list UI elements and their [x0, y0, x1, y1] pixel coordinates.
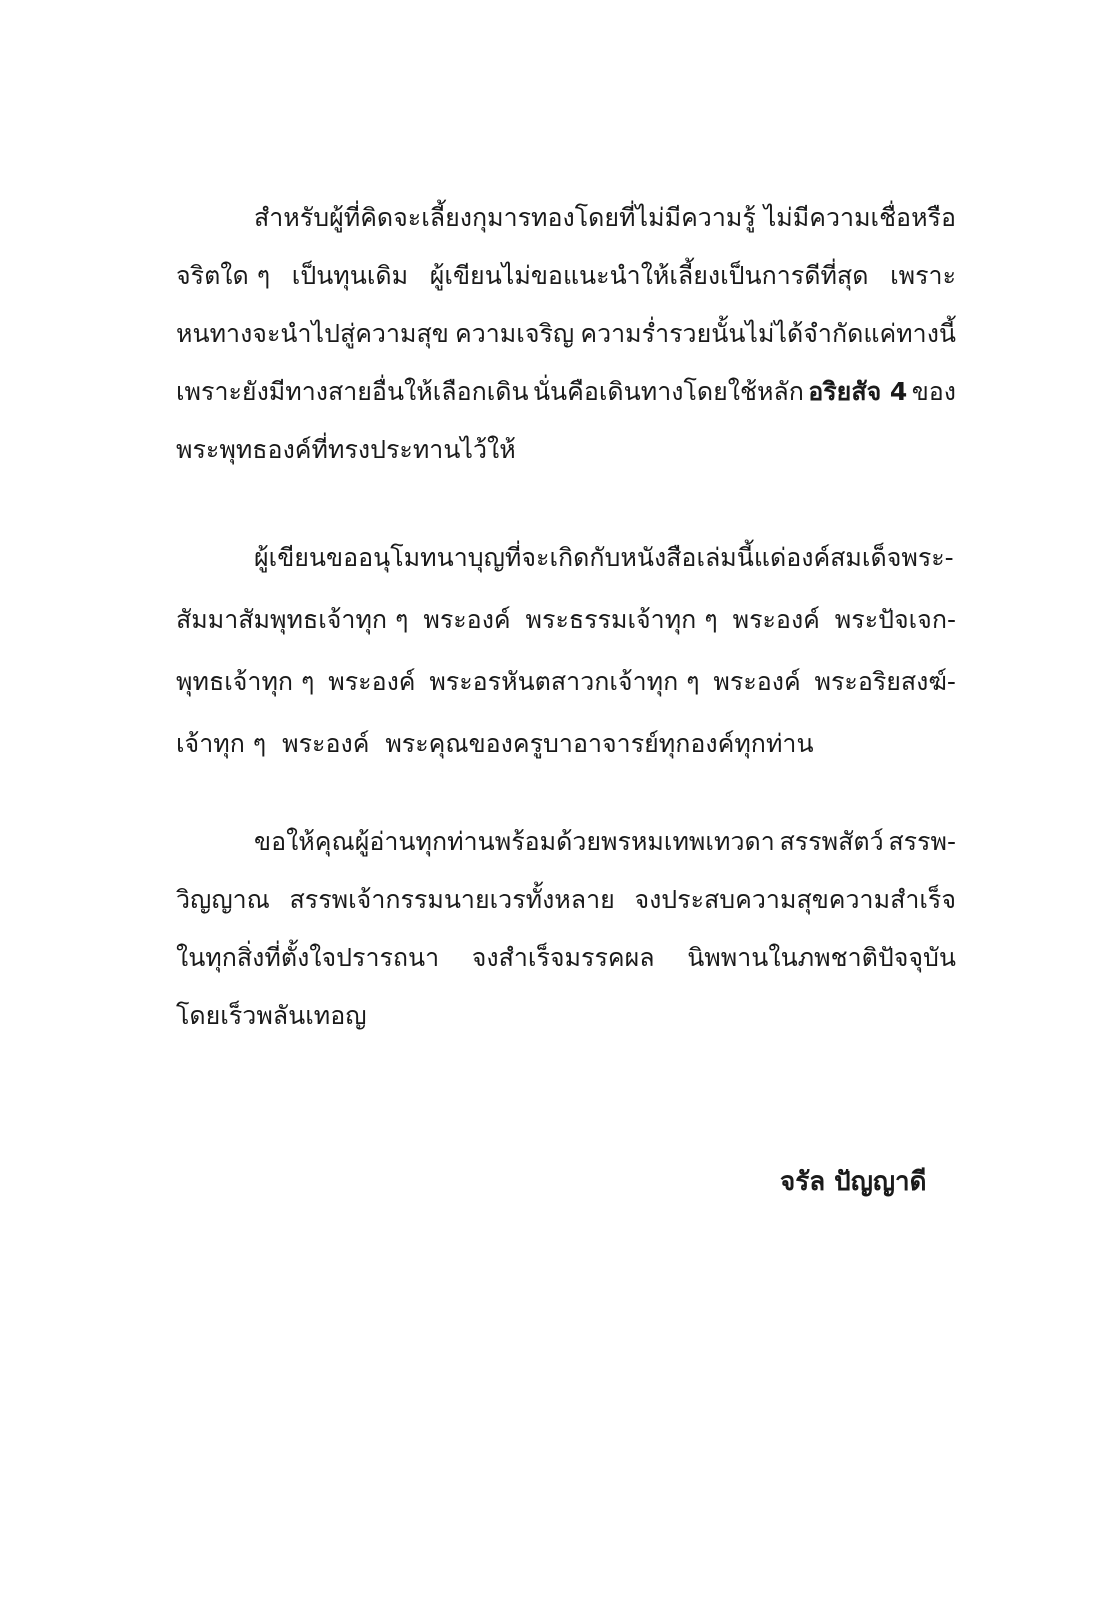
text-segment: ผู้เขียนขออนุโมทนาบุญที่จะเกิดกับหนังสือเล่มนี้แด่องค์สมเด็จพระ-: [254, 543, 954, 572]
text-line: [176, 822, 956, 862]
text-segment: ไม่มีความเชื่อหรือ: [763, 203, 956, 232]
text-segment: พระองค์: [282, 729, 370, 758]
text-line: [176, 256, 956, 296]
text-segment: พระปัจเจก-: [834, 605, 956, 634]
text-segment: ของ: [911, 377, 956, 406]
text-segment: โดยเร็วพลันเทอญ: [176, 1001, 367, 1030]
text-segment: พระองค์: [732, 605, 820, 634]
text-segment: พุทธเจ้าทุก ๆ: [176, 667, 315, 696]
text-segment: พระพุทธองค์ที่ทรงประทานไว้ให้: [176, 435, 516, 464]
text-segment: เป็นทุนเดิม: [291, 261, 409, 290]
text-segment: พระองค์: [423, 605, 511, 634]
text-segment: นิพพานในภพชาติปัจจุบัน: [687, 943, 956, 972]
text-segment: พระอรหันตสาวกเจ้าทุก ๆ: [429, 667, 700, 696]
text-line: [176, 372, 956, 412]
text-segment: ผู้เขียนไม่ขอแนะนำให้เลี้ยงเป็นการดีที่สุด: [429, 261, 869, 290]
text-segment: จงประสบความสุขความสำเร็จ: [634, 885, 956, 914]
text-segment: สรรพเจ้ากรรมนายเวรทั้งหลาย: [289, 885, 615, 914]
text-segment: วิญญาณ: [176, 885, 270, 914]
text-segment: หนทางจะนำไปสู่ความสุข: [176, 319, 449, 348]
author-signature: จรัล ปัญญาดี: [780, 1167, 927, 1197]
text-segment: สำหรับผู้ที่คิดจะเลี้ยงกุมารทองโดยที่ไม่มีความรู้: [254, 203, 756, 232]
text-line: [176, 198, 956, 238]
text-segment: เพราะยังมีทางสายอื่นให้เลือกเดิน: [176, 377, 529, 406]
text-segment: สรรพสัตว์: [779, 827, 884, 856]
text-line: [176, 880, 956, 920]
text-segment: พระคุณของครูบาอาจารย์ทุกองค์ทุกท่าน: [385, 729, 814, 758]
text-segment: นั่นคือเดินทางโดยใช้หลัก: [532, 377, 804, 406]
text-segment: เพราะ: [890, 261, 956, 290]
text-line: [176, 314, 956, 354]
text-segment: สัมมาสัมพุทธเจ้าทุก ๆ: [176, 605, 409, 634]
text-segment: ในทุกสิ่งที่ตั้งใจปรารถนา: [176, 943, 440, 972]
text-segment: พระองค์: [713, 667, 801, 696]
text-segment: พระอริยสงฆ์-: [814, 667, 956, 696]
text-line: [176, 996, 956, 1036]
bold-term: อริยสัจ 4: [808, 377, 908, 406]
text-segment: ความเจริญ: [455, 319, 575, 348]
text-segment: พระธรรมเจ้าทุก ๆ: [525, 605, 718, 634]
text-segment: จงสำเร็จมรรคผล: [471, 943, 655, 972]
text-segment: ความร่ำรวยนั้นไม่ได้จำกัดแค่ทางนี้: [580, 319, 956, 348]
text-line: [176, 538, 956, 578]
text-segment: ขอให้คุณผู้อ่านทุกท่านพร้อมด้วยพรหมเทพเทวดา: [254, 827, 775, 856]
text-line: [176, 938, 956, 978]
text-line: [176, 430, 956, 470]
text-segment: จริตใด ๆ: [176, 261, 271, 290]
text-segment: พระองค์: [328, 667, 416, 696]
text-line: [176, 662, 956, 702]
text-segment: เจ้าทุก ๆ: [176, 729, 267, 758]
text-line: [176, 724, 956, 764]
text-line: [176, 600, 956, 640]
text-segment: สรรพ-: [888, 827, 956, 856]
